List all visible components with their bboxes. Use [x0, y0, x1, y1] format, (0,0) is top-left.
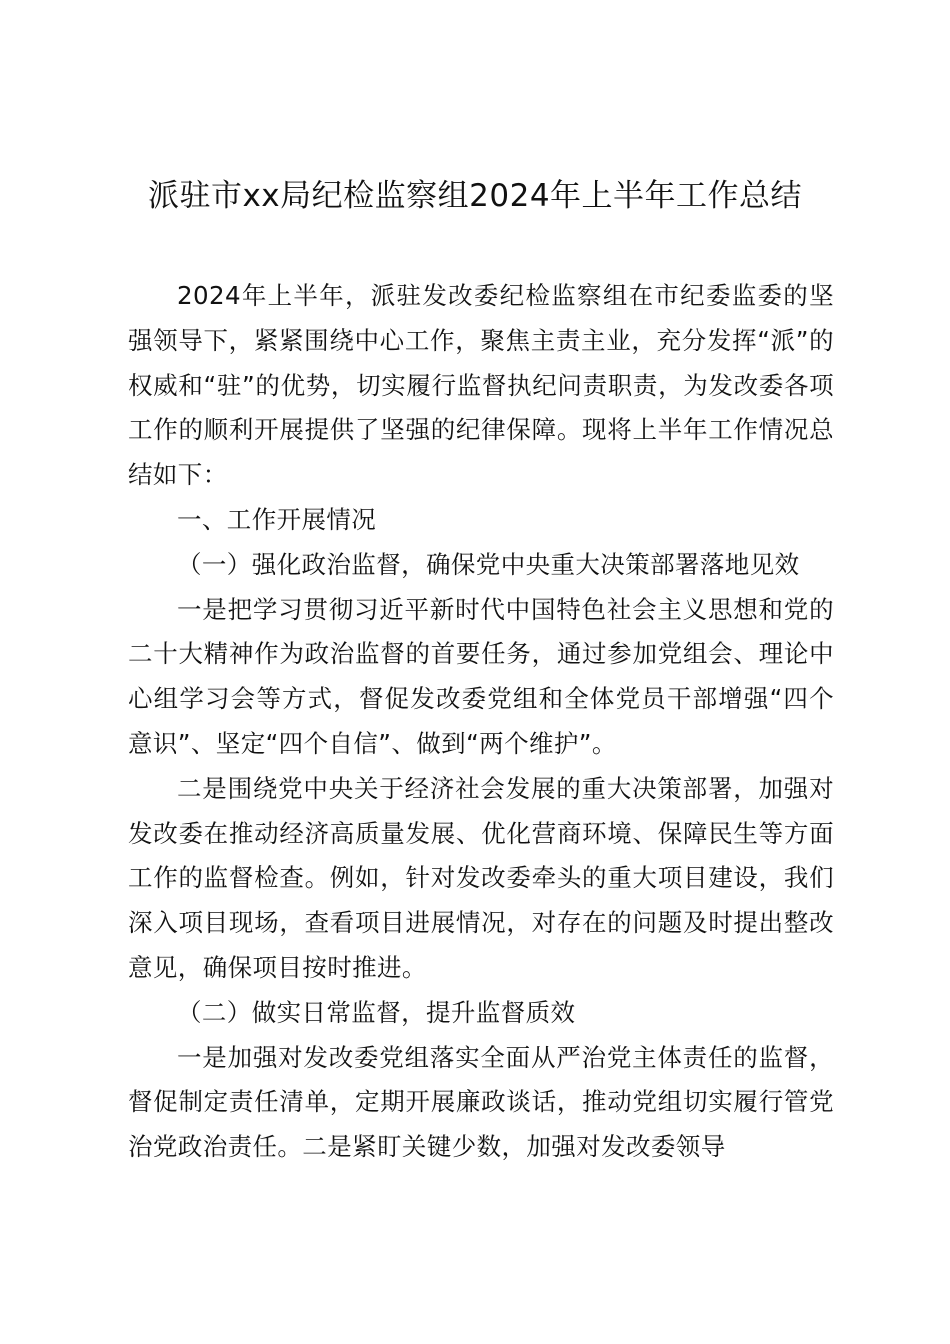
- document-body: [128, 274, 834, 1170]
- document-title: 派驻市xx局纪检监察组2024年上半年工作总结: [147, 178, 803, 214]
- section-heading-1: 一、工作开展情况: [177, 504, 377, 534]
- intro-paragraph: 2024年上半年，派驻发改委纪检监察组在市纪委监委的坚强领导下，紧紧围绕中心工作，聚焦主责主业，充分发挥“派”的权威和“驻”的优势，切实履行监督执纪问责职责，为发改委各项工作的顺利开展提供了坚强的纪律保障。现将上半年工作情况总结如下：: [128, 281, 834, 490]
- body-paragraph: 一是把学习贯彻习近平新时代中国特色社会主义思想和党的二十大精神作为政治监督的首要任务，通过参加党组会、理论中心组学习会等方式，督促发改委党组和全体党员干部增强“四个意识”、坚定“四个自信”、做到“两个维护”。: [128, 594, 834, 758]
- subsection-heading-1: （一）强化政治监督，确保党中央重大决策部署落地见效: [177, 549, 800, 579]
- subsection-heading-2: （二）做实日常监督，提升监督质效: [177, 997, 576, 1027]
- body-paragraph: 二是围绕党中央关于经济社会发展的重大决策部署，加强对发改委在推动经济高质量发展、优化营商环境、保障民生等方面工作的监督检查。例如，针对发改委牵头的重大项目建设，我们深入项目现场，查看项目进展情况，对存在的问题及时提出整改意见，确保项目按时推进。: [128, 773, 834, 982]
- body-paragraph: 一是加强对发改委党组落实全面从严治党主体责任的监督，督促制定责任清单，定期开展廉政谈话，推动党组切实履行管党治党政治责任。二是紧盯关键少数，加强对发改委领导: [128, 1042, 834, 1162]
